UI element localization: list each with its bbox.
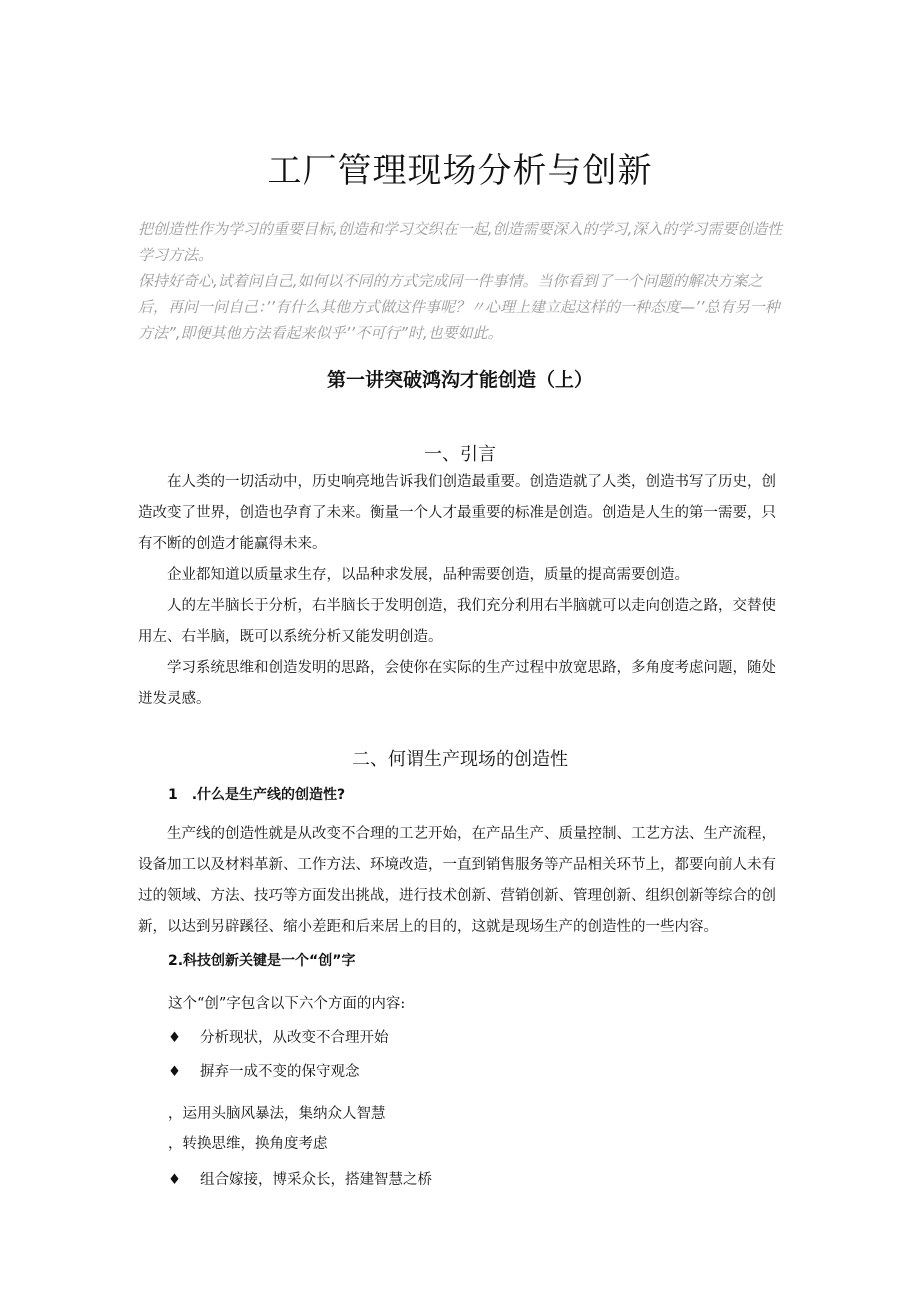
diamond-bullet-icon: ♦ [168, 1030, 181, 1046]
comma-bullet: ， [168, 1136, 183, 1152]
intro-paragraph: 保持好奇心,试着问自己,如何以不同的方式完成同一件事情。当你看到了一个问题的解决方案之后，再问一问自己：’’有什么其他方式做这件事呢？〃心理上建立起这样的一种态度—’’总有另一种方法”,即便其他方法看起来似乎’’不可行”时,也要如此。 [138, 272, 780, 342]
section-heading-intro: 一、引言 [424, 444, 496, 465]
list-item-text: 转换思维，换角度考虑 [182, 1136, 328, 1152]
subheading-innovation-key: 2.科技创新关键是一个“创”字 [168, 953, 356, 969]
document-title: 工厂管理现场分析与创新 [267, 151, 653, 191]
comma-bullet: ， [168, 1106, 183, 1122]
section-intro-body [138, 467, 786, 715]
intro-paragraph: 把创造性作为学习的重要目标,创造和学习交织在一起,创造需要深入的学习,深入的学习需要创造性学习方法。 [138, 220, 783, 264]
list-item-text: 运用头脑风暴法，集纳众人智慧 [182, 1106, 386, 1122]
list-item-text: 分析现状，从改变不合理开始 [200, 1030, 389, 1046]
diamond-bullet-icon: ♦ [168, 1064, 181, 1080]
body-paragraph: 企业都知道以质量求生存，以品种求发展，品种需要创造，质量的提高需要创造。 [167, 567, 689, 583]
body-paragraph: 在人类的一切活动中，历史响亮地告诉我们创造最重要。创造造就了人类，创造书写了历史，创造改变了世界，创造也孕育了未来。衡量一个人才最重要的标准是创造。创造是人生的第一需要，只有不断的创造才能赢得未来。 [138, 474, 776, 552]
list-item [168, 1168, 432, 1189]
production-line-body [138, 819, 786, 943]
list-item [168, 1026, 389, 1047]
intro-note [138, 216, 788, 346]
lecture-title: 第一讲突破鸿沟才能创造（上） [326, 369, 593, 391]
list-item-text: 摒弃一成不变的保守观念 [200, 1064, 360, 1080]
body-paragraph: 人的左半脑长于分析，右半脑长于发明创造，我们充分利用右半脑就可以走向创造之路，交替使用左、右半脑，既可以系统分析又能发明创造。 [138, 598, 776, 645]
list-item [168, 1102, 386, 1123]
diamond-bullet-icon: ♦ [168, 1172, 181, 1188]
list-item [168, 1060, 360, 1081]
list-item [168, 1132, 328, 1153]
list-item-text: 组合嫁接，博采众长，搭建智慧之桥 [200, 1172, 432, 1188]
body-paragraph: 学习系统思维和创造发明的思路，会使你在实际的生产过程中放宽思路，多角度考虑问题，随处迸发灵感。 [138, 660, 776, 707]
list-lead-text: 这个“创”字包含以下六个方面的内容: [168, 996, 406, 1012]
body-paragraph: 生产线的创造性就是从改变不合理的工艺开始，在产品生产、质量控制、工艺方法、生产流程，设备加工以及材料革新、工作方法、环境改造，一直到销售服务等产品相关环节上，都要向前人未有过的领域、方法、技巧等方面发出挑战，进行技术创新、营销创新、管理创新、组织创新等综合的创新，以达到另辟蹊径、缩小差距和后来居上的目的，这就是现场生产的创造性的一些内容。 [138, 826, 776, 935]
section-heading-creativity: 二、何谓生产现场的创造性 [352, 749, 568, 770]
subheading-production-line: 1 .什么是生产线的创造性? [168, 787, 346, 803]
